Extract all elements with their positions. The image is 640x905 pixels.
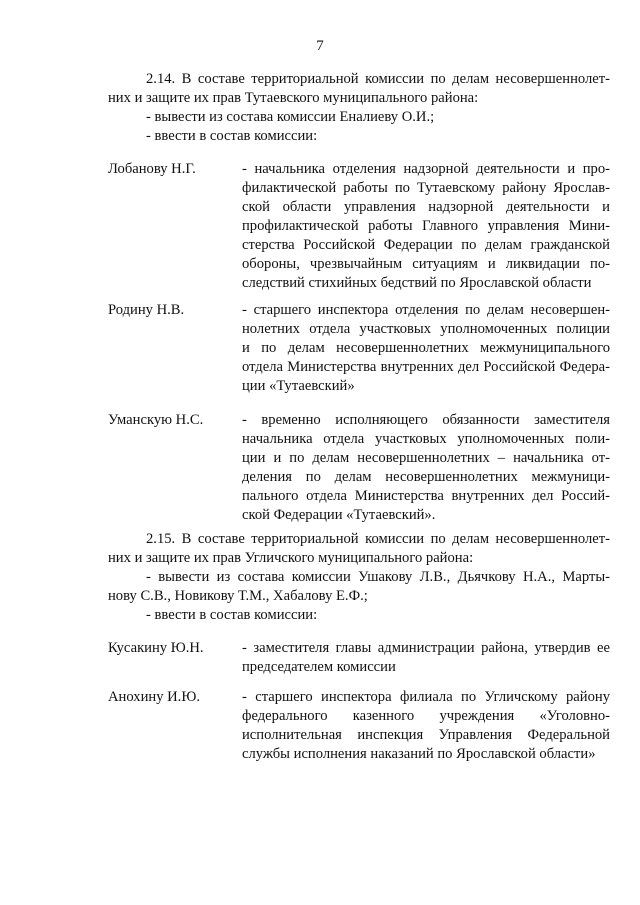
- paragraph-line: них и защите их прав Угличского муниципального района:: [108, 550, 474, 566]
- description-line: начальника отдела участковых уполномоченных поли-: [242, 431, 610, 447]
- member-description: [242, 411, 610, 525]
- description-line: следствий стихийных бедствий по Ярославской области: [242, 275, 592, 291]
- paragraph-line: 2.15. В составе территориальной комиссии по делам несовершеннолет-: [146, 531, 610, 547]
- remove-line: нову С.В., Новикову Т.М., Хабалову Е.Ф.;: [108, 588, 368, 604]
- description-line: - старшего инспектора филиала по Угличскому району: [242, 689, 610, 705]
- description-line: профилактической работы Главного управления Мини-: [242, 218, 610, 234]
- description-line: пального отдела Министерства внутренних дел Россий-: [242, 488, 610, 504]
- description-line: деления по делам несовершеннолетних межмуници-: [242, 469, 610, 485]
- description-line: председателем комиссии: [242, 659, 396, 675]
- description-line: федерального казенного учреждения «Уголовно-: [242, 708, 610, 724]
- description-line: ции «Тутаевский»: [242, 378, 355, 394]
- description-line: - старшего инспектора отделения по делам несовершен-: [242, 302, 610, 318]
- member-name: Родину Н.В.: [108, 302, 185, 318]
- remove-line: - вывести из состава комиссии Ушакову Л.В., Дьячкову Н.А., Марты-: [146, 569, 610, 585]
- description-line: филактической работы по Тутаевскому району Ярослав-: [242, 180, 610, 196]
- description-line: исполнительная инспекция Управления Федеральной: [242, 727, 610, 743]
- description-line: - заместителя главы администрации района, утвердив ее: [242, 640, 610, 656]
- member-name: Уманскую Н.С.: [108, 412, 204, 428]
- description-line: ции и по делам несовершеннолетних – начальника от-: [242, 450, 610, 466]
- description-line: службы исполнения наказаний по Ярославской области»: [242, 746, 596, 762]
- member-description: [242, 639, 610, 677]
- member-name: Анохину И.Ю.: [108, 689, 200, 705]
- description-line: - временно исполняющего обязанности заместителя: [242, 412, 610, 428]
- member-name: Кусакину Ю.Н.: [108, 640, 204, 656]
- member-description: [242, 301, 610, 396]
- description-line: отдела Министерства внутренних дел Российской Федера-: [242, 359, 610, 375]
- remove-line: - вывести из состава комиссии Еналиеву О.И.;: [146, 109, 435, 125]
- paragraph-line: 2.14. В составе территориальной комиссии по делам несовершеннолет-: [146, 71, 610, 87]
- description-line: нолетних отдела участковых уполномоченных полиции: [242, 321, 610, 337]
- add-line: - ввести в состав комиссии:: [146, 128, 318, 144]
- description-line: обороны, чрезвычайным ситуациям и ликвидации по-: [242, 256, 610, 272]
- description-line: - начальника отделения надзорной деятельности и про-: [242, 161, 610, 177]
- description-line: стерства Российской Федерации по делам гражданской: [242, 237, 610, 253]
- description-line: ской области управления надзорной деятельности и: [242, 199, 610, 215]
- description-line: и по делам несовершеннолетних межмуниципального: [242, 340, 610, 356]
- member-description: [242, 160, 610, 293]
- member-description: [242, 688, 610, 764]
- page-number: 7: [316, 38, 324, 54]
- member-name: Лобанову Н.Г.: [108, 161, 196, 177]
- add-line: - ввести в состав комиссии:: [146, 607, 318, 623]
- description-line: ской Федерации «Тутаевский».: [242, 507, 436, 523]
- paragraph-line: них и защите их прав Тутаевского муниципального района:: [108, 90, 479, 106]
